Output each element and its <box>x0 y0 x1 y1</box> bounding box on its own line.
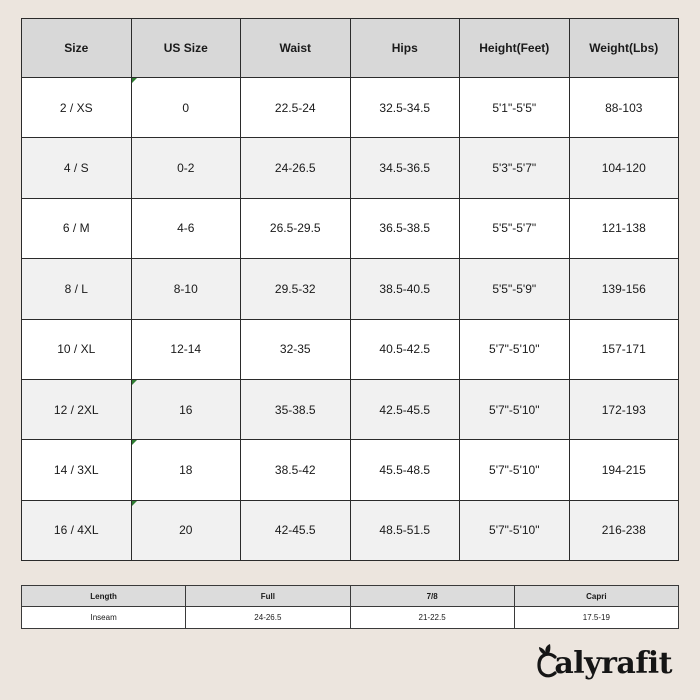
cell-hips <box>350 379 460 439</box>
size-row <box>22 379 679 439</box>
comment-marker-icon <box>132 380 137 385</box>
cell-text: 5'7"-5'10" <box>489 402 540 417</box>
cell-waist <box>241 198 351 258</box>
cell-height <box>460 78 570 138</box>
cell-text: 38.5-42 <box>274 462 316 477</box>
cell-us-size <box>131 198 241 258</box>
cell-text: 4 / S <box>63 161 89 176</box>
inseam-header-capri: Capri <box>514 586 678 607</box>
cell-hips <box>350 440 460 500</box>
cell-text: 5'1"-5'5" <box>492 100 537 115</box>
cell-waist <box>241 379 351 439</box>
brand-name: alyrafit <box>554 645 672 681</box>
cell-text: 5'3"-5'7" <box>492 161 537 176</box>
cell-waist <box>241 319 351 379</box>
cell-text: 12 / 2XL <box>53 402 99 417</box>
cell-text: 16 <box>179 402 193 417</box>
cell-text: 5'7"-5'10" <box>489 342 540 357</box>
size-chart-table <box>21 18 679 561</box>
cell-waist <box>241 500 351 560</box>
size-row <box>22 259 679 319</box>
cell-size <box>22 198 132 258</box>
cell-hips <box>350 500 460 560</box>
cell-weight <box>569 138 679 198</box>
cell-text: 8 / L <box>64 281 88 296</box>
brand-logo <box>536 643 672 683</box>
cell-text: 5'5"-5'9" <box>492 281 537 296</box>
inseam-seven-eighths-value: 21-22.5 <box>350 607 514 629</box>
cell-size <box>22 379 132 439</box>
cell-text: 45.5-48.5 <box>379 462 431 477</box>
cell-text: 0-2 <box>177 161 195 176</box>
header-size: Size <box>22 19 132 78</box>
cell-text: 104-120 <box>601 161 646 176</box>
cell-text: 216-238 <box>601 523 646 538</box>
cell-text: 121-138 <box>601 221 646 236</box>
cell-height <box>460 440 570 500</box>
cell-text: 5'7"-5'10" <box>489 523 540 538</box>
cell-weight <box>569 379 679 439</box>
cell-size <box>22 500 132 560</box>
cell-text: 8-10 <box>173 281 198 296</box>
cell-text: 16 / 4XL <box>53 523 99 538</box>
cell-text: 157-171 <box>601 342 646 357</box>
cell-hips <box>350 138 460 198</box>
cell-us-size <box>131 78 241 138</box>
cell-waist <box>241 138 351 198</box>
cell-hips <box>350 319 460 379</box>
cell-text: 38.5-40.5 <box>379 281 431 296</box>
inseam-header-seven-eighths: 7/8 <box>350 586 514 607</box>
inseam-table <box>21 585 679 629</box>
cell-hips <box>350 259 460 319</box>
cell-text: 139-156 <box>601 281 646 296</box>
cell-height <box>460 319 570 379</box>
cell-text: 29.5-32 <box>274 281 316 296</box>
inseam-capri-value: 17.5-19 <box>514 607 678 629</box>
cell-size <box>22 319 132 379</box>
size-row <box>22 500 679 560</box>
cell-us-size <box>131 500 241 560</box>
cell-text: 20 <box>179 523 193 538</box>
inseam-full-value: 24-26.5 <box>186 607 350 629</box>
cell-size <box>22 440 132 500</box>
cell-text: 22.5-24 <box>274 100 316 115</box>
cell-us-size <box>131 440 241 500</box>
cell-text: 42.5-45.5 <box>379 402 431 417</box>
inseam-label: Inseam <box>22 607 186 629</box>
cell-text: 10 / XL <box>57 342 96 357</box>
cell-text: 35-38.5 <box>274 402 316 417</box>
cell-waist <box>241 259 351 319</box>
comment-marker-icon <box>132 440 137 445</box>
inseam-header-length: Length <box>22 586 186 607</box>
cell-hips <box>350 78 460 138</box>
cell-us-size <box>131 259 241 319</box>
header-height: Height(Feet) <box>460 19 570 78</box>
header-us-size: US Size <box>131 19 241 78</box>
cell-weight <box>569 198 679 258</box>
cell-weight <box>569 78 679 138</box>
cell-weight <box>569 440 679 500</box>
header-waist: Waist <box>241 19 351 78</box>
cell-height <box>460 379 570 439</box>
comment-marker-icon <box>132 501 137 506</box>
cell-text: 4-6 <box>177 221 195 236</box>
cell-us-size <box>131 379 241 439</box>
cell-text: 172-193 <box>601 402 646 417</box>
cell-text: 32.5-34.5 <box>379 100 431 115</box>
cell-height <box>460 138 570 198</box>
cell-text: 6 / M <box>62 221 90 236</box>
cell-text: 194-215 <box>601 462 646 477</box>
size-chart-body <box>22 78 679 561</box>
cell-weight <box>569 500 679 560</box>
cell-text: 0 <box>182 100 190 115</box>
cell-height <box>460 198 570 258</box>
cell-height <box>460 259 570 319</box>
cell-text: 40.5-42.5 <box>379 342 431 357</box>
cell-text: 42-45.5 <box>274 523 316 538</box>
cell-size <box>22 138 132 198</box>
inseam-row <box>22 607 679 629</box>
cell-text: 26.5-29.5 <box>269 221 321 236</box>
cell-text: 5'5"-5'7" <box>492 221 537 236</box>
cell-text: 18 <box>179 462 193 477</box>
cell-size <box>22 259 132 319</box>
inseam-header-full: Full <box>186 586 350 607</box>
cell-text: 14 / 3XL <box>53 462 99 477</box>
cell-size <box>22 78 132 138</box>
size-row <box>22 319 679 379</box>
cell-weight <box>569 259 679 319</box>
cell-text: 5'7"-5'10" <box>489 462 540 477</box>
cell-us-size <box>131 138 241 198</box>
cell-us-size <box>131 319 241 379</box>
cell-height <box>460 500 570 560</box>
cell-text: 24-26.5 <box>274 161 316 176</box>
header-weight: Weight(Lbs) <box>569 19 679 78</box>
inseam-header-row <box>22 586 679 607</box>
cell-text: 48.5-51.5 <box>379 523 431 538</box>
cell-text: 32-35 <box>279 342 311 357</box>
cell-waist <box>241 440 351 500</box>
cell-text: 12-14 <box>170 342 202 357</box>
size-row <box>22 78 679 138</box>
header-hips: Hips <box>350 19 460 78</box>
size-row <box>22 138 679 198</box>
size-row <box>22 198 679 258</box>
cell-text: 2 / XS <box>59 100 93 115</box>
size-row <box>22 440 679 500</box>
cell-weight <box>569 319 679 379</box>
cell-waist <box>241 78 351 138</box>
cell-hips <box>350 198 460 258</box>
cell-text: 36.5-38.5 <box>379 221 431 236</box>
comment-marker-icon <box>132 78 137 83</box>
cell-text: 88-103 <box>605 100 643 115</box>
size-chart-header-row <box>22 19 679 78</box>
cell-text: 34.5-36.5 <box>379 161 431 176</box>
